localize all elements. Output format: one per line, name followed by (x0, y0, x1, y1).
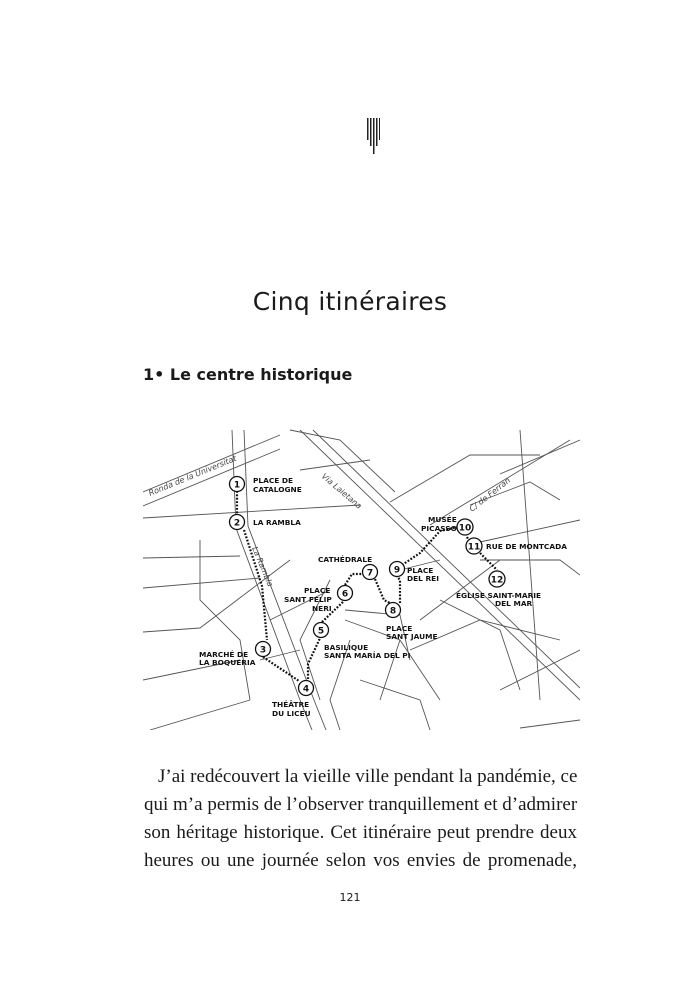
stop-marker-9 (390, 562, 440, 584)
svg-text:11: 11 (467, 542, 481, 553)
svg-text:1: 1 (233, 480, 241, 491)
street-labels (147, 454, 512, 588)
svg-text:DEL REI: DEL REI (407, 574, 439, 583)
body-line: qui m’a permis de l’observer tranquillement et d’admirer (144, 794, 578, 815)
body-line: heures ou une journée selon vos envies de promenade, (144, 850, 577, 871)
svg-text:MARCHÉ DE: MARCHÉ DE (199, 650, 249, 659)
stop-marker-2 (230, 515, 302, 530)
svg-text:5: 5 (317, 626, 325, 637)
svg-text:LA BOQUERIA: LA BOQUERIA (199, 658, 256, 667)
svg-text:DU LICEU: DU LICEU (272, 709, 311, 718)
stop-marker-10 (421, 515, 473, 535)
body-line: J’ai redécouvert la vieille ville pendant la pandémie, ce (158, 766, 578, 787)
svg-text:3: 3 (259, 645, 267, 656)
svg-text:PLACE: PLACE (304, 586, 331, 595)
stop-marker-7 (318, 555, 378, 580)
chapter-title: Cinq itinéraires (252, 286, 448, 316)
svg-text:MUSÉE: MUSÉE (428, 515, 457, 524)
svg-text:LA RAMBLA: LA RAMBLA (253, 518, 301, 527)
svg-text:BASILIQUE: BASILIQUE (324, 643, 369, 652)
svg-text:SANT JAUME: SANT JAUME (386, 632, 438, 641)
body-line: son héritage historique. Cet itinéraire peut prendre deux (144, 822, 577, 843)
svg-text:CATALOGNE: CATALOGNE (253, 485, 302, 494)
svg-text:4: 4 (302, 684, 310, 695)
svg-text:7: 7 (366, 568, 374, 579)
stop-marker-1 (230, 476, 302, 494)
svg-text:2: 2 (233, 518, 241, 529)
svg-text:8: 8 (389, 606, 397, 617)
stop-marker-12 (456, 571, 541, 608)
svg-text:NERI: NERI (312, 604, 332, 613)
page-number: 121 (339, 891, 361, 904)
svg-text:6: 6 (341, 589, 349, 600)
svg-text:SANT FELIP: SANT FELIP (284, 595, 332, 604)
svg-text:PLACE: PLACE (386, 624, 413, 633)
street-label-ronda: Ronda de la Universitat (147, 453, 238, 498)
svg-text:THÉÂTRE: THÉÂTRE (272, 700, 310, 709)
stop-marker-4 (272, 681, 314, 719)
svg-text:CATHÉDRALE: CATHÉDRALE (318, 555, 373, 564)
body-paragraph (144, 763, 577, 875)
svg-text:ÉGLISE SAINT-MARIE: ÉGLISE SAINT-MARIE (456, 591, 542, 600)
street-label-ferran: C/ de Ferran (467, 475, 513, 514)
svg-text:SANTA MARÍA DEL PI: SANTA MARÍA DEL PI (324, 651, 411, 660)
stop-marker-8 (386, 603, 438, 642)
svg-text:9: 9 (393, 565, 401, 576)
svg-text:PICASSO: PICASSO (421, 524, 457, 533)
svg-text:10: 10 (458, 523, 472, 534)
street-grid (143, 430, 580, 730)
stop-marker-11 (466, 538, 567, 554)
svg-text:12: 12 (490, 575, 504, 586)
svg-text:PLACE: PLACE (407, 566, 434, 575)
street-label-laietana: Via Laietana (319, 471, 364, 511)
svg-text:PLACE DE: PLACE DE (253, 476, 294, 485)
stop-marker-3 (199, 642, 271, 668)
section-heading: 1• Le centre historique (143, 365, 353, 384)
stop-marker-6 (284, 586, 353, 614)
svg-text:DEL MAR: DEL MAR (495, 599, 533, 608)
svg-text:RUE DE MONTCADA: RUE DE MONTCADA (486, 542, 567, 551)
street-label-rambla: La Rambla (250, 545, 275, 588)
